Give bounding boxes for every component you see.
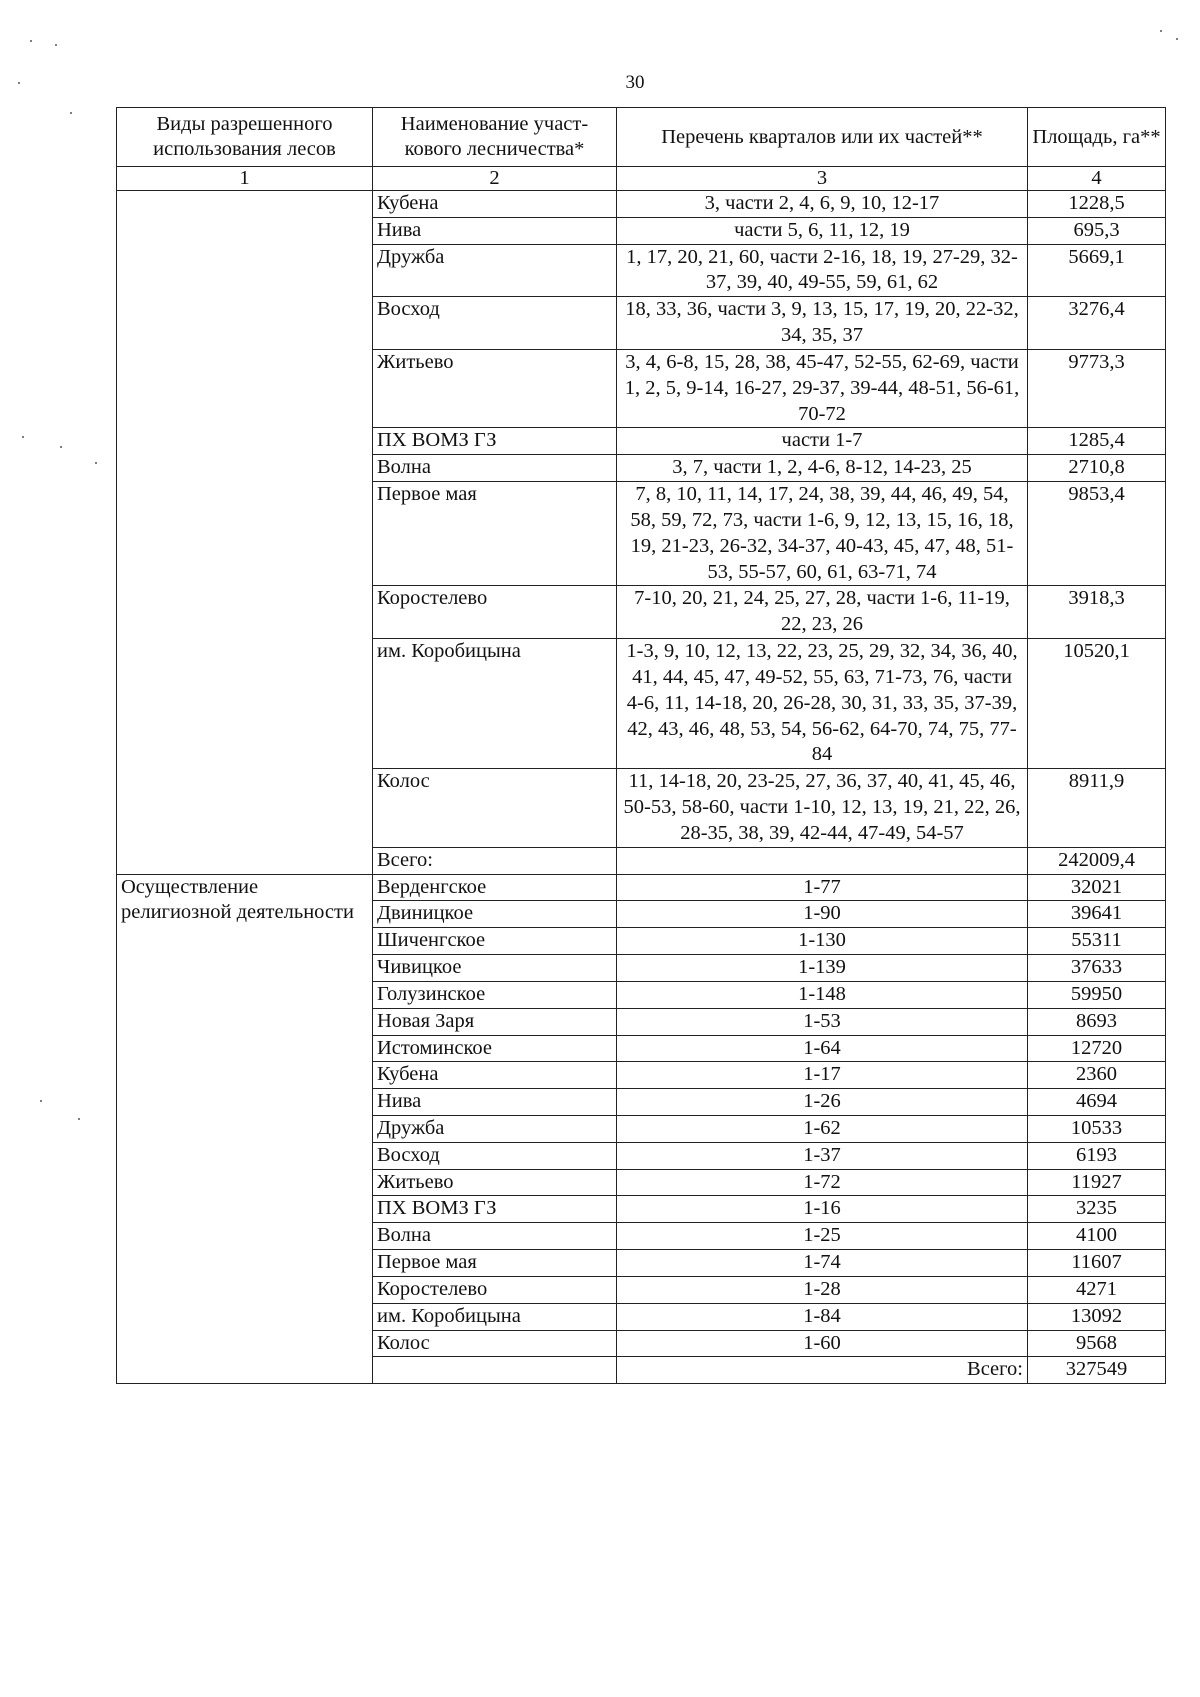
area-cell: 2360	[1028, 1062, 1166, 1089]
header-area: Площадь, га**	[1028, 108, 1166, 167]
forestry-name-cell: Коростелево	[373, 586, 617, 639]
forestry-name-cell: Житьево	[373, 349, 617, 427]
area-cell: 9568	[1028, 1330, 1166, 1357]
forestry-name-cell: ПХ ВОМЗ ГЗ	[373, 1196, 617, 1223]
area-cell: 12720	[1028, 1035, 1166, 1062]
area-cell: 4694	[1028, 1089, 1166, 1116]
area-cell: 3918,3	[1028, 586, 1166, 639]
quarters-cell: 1-53	[617, 1008, 1028, 1035]
table-row	[117, 191, 1166, 218]
quarters-cell: 18, 33, 36, части 3, 9, 13, 15, 17, 19, 20, 22-32, 34, 35, 37	[617, 297, 1028, 350]
forestry-name-cell: Коростелево	[373, 1276, 617, 1303]
quarters-cell: 1-84	[617, 1303, 1028, 1330]
forestry-name-cell: Колос	[373, 769, 617, 847]
forest-use-table	[116, 107, 1166, 1384]
forestry-name-cell: Нива	[373, 1089, 617, 1116]
forestry-name-cell: Истоминское	[373, 1035, 617, 1062]
forestry-name-cell: Волна	[373, 1223, 617, 1250]
forestry-name-cell: Дружба	[373, 1115, 617, 1142]
total-area: 242009,4	[1028, 847, 1166, 874]
quarters-cell: 3, 7, части 1, 2, 4-6, 8-12, 14-23, 25	[617, 455, 1028, 482]
use-type-cell: Осуществление религиозной деятельности	[117, 874, 373, 1384]
forestry-name-cell: Верденгское	[373, 874, 617, 901]
forestry-name-cell: Голузинское	[373, 981, 617, 1008]
area-cell: 4100	[1028, 1223, 1166, 1250]
column-number: 2	[373, 167, 617, 191]
forestry-name-cell: Волна	[373, 455, 617, 482]
quarters-cell: 1-16	[617, 1196, 1028, 1223]
area-cell: 3276,4	[1028, 297, 1166, 350]
forestry-name-cell: им. Коробицына	[373, 1303, 617, 1330]
quarters-cell: 1-17	[617, 1062, 1028, 1089]
total-area: 327549	[1028, 1357, 1166, 1384]
quarters-cell: 7, 8, 10, 11, 14, 17, 24, 38, 39, 44, 46, 49, 54, 58, 59, 72, 73, части 1-6, 9, 12, 13, 15, 16, 18, 19, 21-23, 26-32, 34-37, 40-43, 45, 47, 48, 51-53, 55-57, 60, 61, 63-71, 74	[617, 482, 1028, 586]
forestry-name-cell: Житьево	[373, 1169, 617, 1196]
area-cell: 10533	[1028, 1115, 1166, 1142]
table-row	[117, 874, 1166, 901]
forestry-name-cell: ПХ ВОМЗ ГЗ	[373, 428, 617, 455]
column-number: 1	[117, 167, 373, 191]
quarters-cell: 7-10, 20, 21, 24, 25, 27, 28, части 1-6, 11-19, 22, 23, 26	[617, 586, 1028, 639]
area-cell: 9853,4	[1028, 482, 1166, 586]
header-row	[117, 108, 1166, 167]
area-cell: 37633	[1028, 955, 1166, 982]
area-cell: 695,3	[1028, 217, 1166, 244]
forestry-name-cell: Восход	[373, 1142, 617, 1169]
area-cell: 8693	[1028, 1008, 1166, 1035]
header-quarters: Перечень кварталов или их частей**	[617, 108, 1028, 167]
area-cell: 11607	[1028, 1250, 1166, 1277]
quarters-cell: 1-90	[617, 901, 1028, 928]
quarters-cell: 1-37	[617, 1142, 1028, 1169]
quarters-cell: 1-60	[617, 1330, 1028, 1357]
quarters-cell: 1-74	[617, 1250, 1028, 1277]
forestry-name-cell: Шиченгское	[373, 928, 617, 955]
header-forestry-name: Наименование участ-кового лесничества*	[373, 108, 617, 167]
area-cell: 5669,1	[1028, 244, 1166, 297]
quarters-cell: 1-77	[617, 874, 1028, 901]
area-cell: 4271	[1028, 1276, 1166, 1303]
area-cell: 6193	[1028, 1142, 1166, 1169]
quarters-cell: 1-28	[617, 1276, 1028, 1303]
quarters-cell: части 5, 6, 11, 12, 19	[617, 217, 1028, 244]
column-number-row	[117, 167, 1166, 191]
total-label: Всего:	[373, 847, 617, 874]
total-label: Всего:	[617, 1357, 1028, 1384]
area-cell: 13092	[1028, 1303, 1166, 1330]
quarters-cell: 3, части 2, 4, 6, 9, 10, 12-17	[617, 191, 1028, 218]
area-cell: 3235	[1028, 1196, 1166, 1223]
forestry-name-cell: Первое мая	[373, 1250, 617, 1277]
quarters-cell: 1-3, 9, 10, 12, 13, 22, 23, 25, 29, 32, 34, 36, 40, 41, 44, 45, 47, 49-52, 55, 63, 71-73, 76, части 4-6, 11, 14-18, 20, 26-28, 30, 31, 33, 35, 37-39, 42, 43, 46, 48, 53, 54, 56-62, 64-70, 74, 75, 77-84	[617, 639, 1028, 769]
quarters-cell: 1-72	[617, 1169, 1028, 1196]
quarters-cell: 1-26	[617, 1089, 1028, 1116]
forestry-name-cell: Новая Заря	[373, 1008, 617, 1035]
quarters-cell: 1-64	[617, 1035, 1028, 1062]
quarters-cell: 1-62	[617, 1115, 1028, 1142]
use-type-cell	[117, 191, 373, 875]
area-cell: 39641	[1028, 901, 1166, 928]
quarters-cell: 1-148	[617, 981, 1028, 1008]
area-cell: 9773,3	[1028, 349, 1166, 427]
quarters-cell: 1-130	[617, 928, 1028, 955]
area-cell: 55311	[1028, 928, 1166, 955]
forestry-name-cell: Двиницкое	[373, 901, 617, 928]
header-use-type: Виды разрешенного использования лесов	[117, 108, 373, 167]
page-number: 30	[625, 72, 645, 93]
quarters-cell: 1-25	[617, 1223, 1028, 1250]
area-cell: 10520,1	[1028, 639, 1166, 769]
forestry-name-cell: Дружба	[373, 244, 617, 297]
area-cell: 2710,8	[1028, 455, 1166, 482]
forestry-name-cell: Кубена	[373, 1062, 617, 1089]
forestry-name-cell: Нива	[373, 217, 617, 244]
forestry-name-cell: Кубена	[373, 191, 617, 218]
column-number: 3	[617, 167, 1028, 191]
area-cell: 59950	[1028, 981, 1166, 1008]
quarters-cell: 3, 4, 6-8, 15, 28, 38, 45-47, 52-55, 62-69, части 1, 2, 5, 9-14, 16-27, 29-37, 39-44, 48-51, 56-61, 70-72	[617, 349, 1028, 427]
forestry-name-cell: Чивицкое	[373, 955, 617, 982]
forestry-name-cell: Восход	[373, 297, 617, 350]
quarters-cell: 1-139	[617, 955, 1028, 982]
forestry-name-cell: Первое мая	[373, 482, 617, 586]
empty-cell	[373, 1357, 617, 1384]
quarters-cell: 1, 17, 20, 21, 60, части 2-16, 18, 19, 27-29, 32-37, 39, 40, 49-55, 59, 61, 62	[617, 244, 1028, 297]
area-cell: 32021	[1028, 874, 1166, 901]
forestry-name-cell: Колос	[373, 1330, 617, 1357]
quarters-cell: части 1-7	[617, 428, 1028, 455]
area-cell: 1285,4	[1028, 428, 1166, 455]
area-cell: 11927	[1028, 1169, 1166, 1196]
empty-cell	[617, 847, 1028, 874]
area-cell: 1228,5	[1028, 191, 1166, 218]
quarters-cell: 11, 14-18, 20, 23-25, 27, 36, 37, 40, 41, 45, 46, 50-53, 58-60, части 1-10, 12, 13, 19, 21, 22, 26, 28-35, 38, 39, 42-44, 47-49, 54-57	[617, 769, 1028, 847]
forestry-name-cell: им. Коробицына	[373, 639, 617, 769]
column-number: 4	[1028, 167, 1166, 191]
area-cell: 8911,9	[1028, 769, 1166, 847]
table-body	[117, 191, 1166, 1384]
